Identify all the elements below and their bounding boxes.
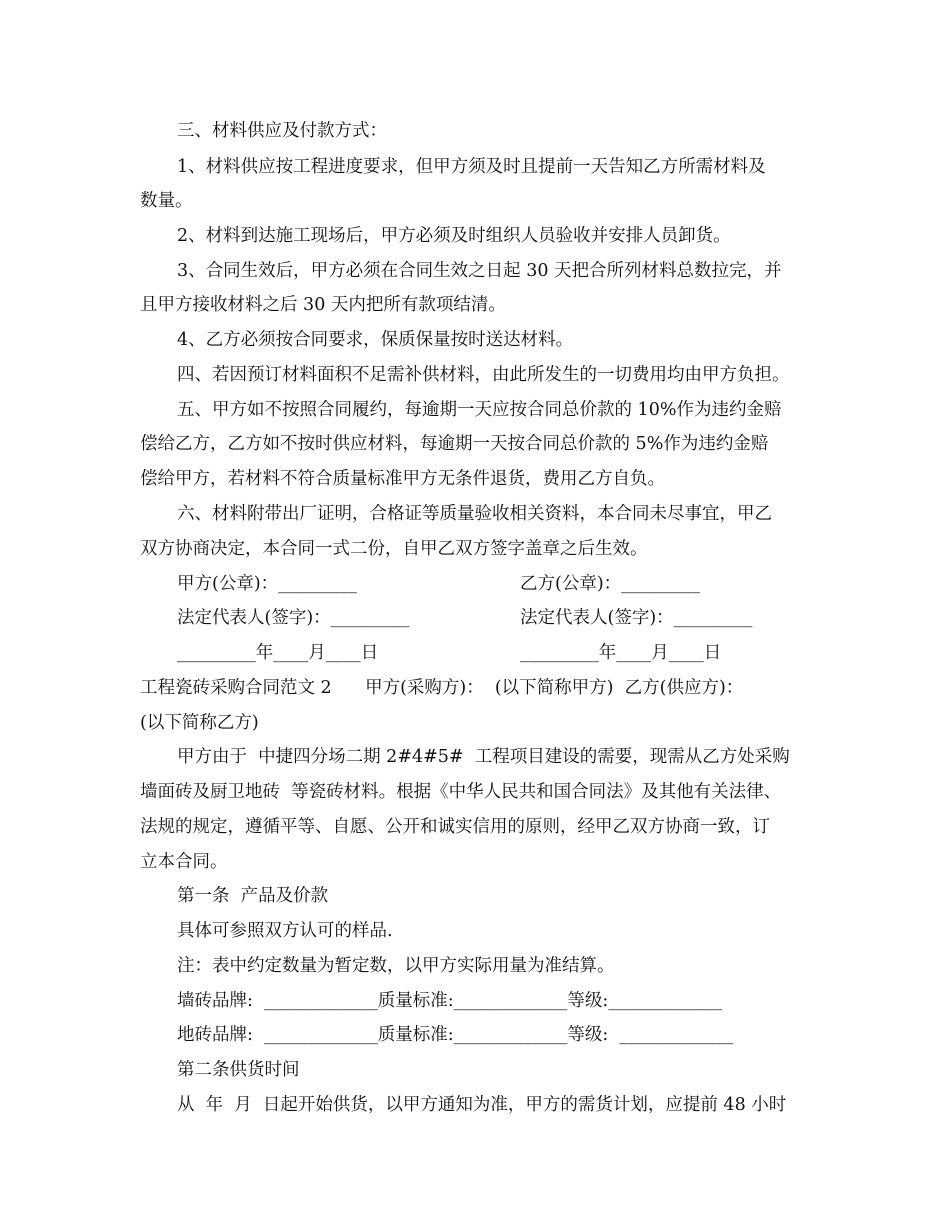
paragraph-line: 具体可参照双方认可的样品.	[177, 921, 393, 941]
contract-title-line: 工程瓷砖采购合同范文 2 甲方(采购方)： (以下简称甲方) 乙方(供应方)：	[140, 678, 744, 698]
party-b-seal-label: 乙方(公章)：_________	[520, 574, 700, 594]
paragraph-line: 4、乙方必须按合同要求，保质保量按时送达材料。	[177, 330, 574, 350]
floor-tile-line: 地砖品牌: _____________质量标准:_____________等级: _____________	[177, 1025, 734, 1045]
wall-tile-line: 墙砖品牌: _____________质量标准:_____________等级:_____________	[177, 991, 723, 1011]
paragraph-line: 且甲方接收材料之后 30 天内把所有款项结清。	[140, 295, 506, 315]
article-heading: 第二条供货时间	[177, 1060, 300, 1080]
paragraph-line: 五、甲方如不按照合同履约，每逾期一天应按合同总价款的 10%作为违约金赔	[177, 400, 782, 420]
paragraph-line: 数量。	[140, 191, 193, 211]
paragraph-line: 墙面砖及厨卫地砖 等瓷砖材料。根据《中华人民共和国合同法》及其他有关法律、	[140, 782, 782, 802]
paragraph-line: 四、若因预订材料面积不足需补供材料，由此所发生的一切费用均由甲方负担。	[177, 365, 790, 385]
paragraph-line: 立本合同。	[140, 852, 228, 872]
paragraph-line: (以下简称乙方)	[140, 713, 259, 733]
paragraph-line: 2、材料到达施工现场后，甲方必须及时组织人员验收并安排人员卸货。	[177, 226, 731, 246]
party-b-date-line: _________年____月____日	[520, 643, 722, 663]
party-a-date-line: _________年____月____日	[177, 643, 379, 663]
article-heading: 第一条 产品及价款	[177, 886, 329, 906]
paragraph-line: 偿给甲方，若材料不符合质量标准甲方无条件退货，费用乙方自负。	[140, 469, 665, 489]
paragraph-line: 从 年 月 日起开始供货，以甲方通知为准，甲方的需货计划，应提前 48 小时	[177, 1095, 787, 1115]
paragraph-line: 偿给乙方，乙方如不按时供应材料，每逾期一天按合同总价款的 5%作为违约金赔	[140, 434, 769, 454]
paragraph-line: 1、材料供应按工程进度要求，但甲方须及时且提前一天告知乙方所需材料及	[177, 157, 766, 177]
paragraph-line: 甲方由于 中捷四分场二期 2#4#5# 工程项目建设的需要，现需从乙方处采购	[177, 747, 790, 767]
party-a-seal-label: 甲方(公章)：_________	[177, 574, 357, 594]
section-heading: 三、材料供应及付款方式：	[177, 121, 387, 141]
paragraph-line: 3、合同生效后，甲方必须在合同生效之日起 30 天把合所列材料总数拉完，并	[177, 261, 782, 281]
paragraph-line: 法规的规定，遵循平等、自愿、公开和诚实信用的原则，经甲乙双方协商一致，订	[140, 817, 770, 837]
paragraph-line: 六、材料附带出厂证明，合格证等质量验收相关资料，本合同未尽事宜，甲乙	[177, 504, 772, 524]
party-b-representative-label: 法定代表人(签字)：_________	[520, 608, 753, 628]
party-a-representative-label: 法定代表人(签字)：_________	[177, 608, 410, 628]
note-line: 注：表中约定数量为暂定数，以甲方实际用量为准结算。	[177, 956, 615, 976]
paragraph-line: 双方协商决定，本合同一式二份，自甲乙双方签字盖章之后生效。	[140, 539, 648, 559]
